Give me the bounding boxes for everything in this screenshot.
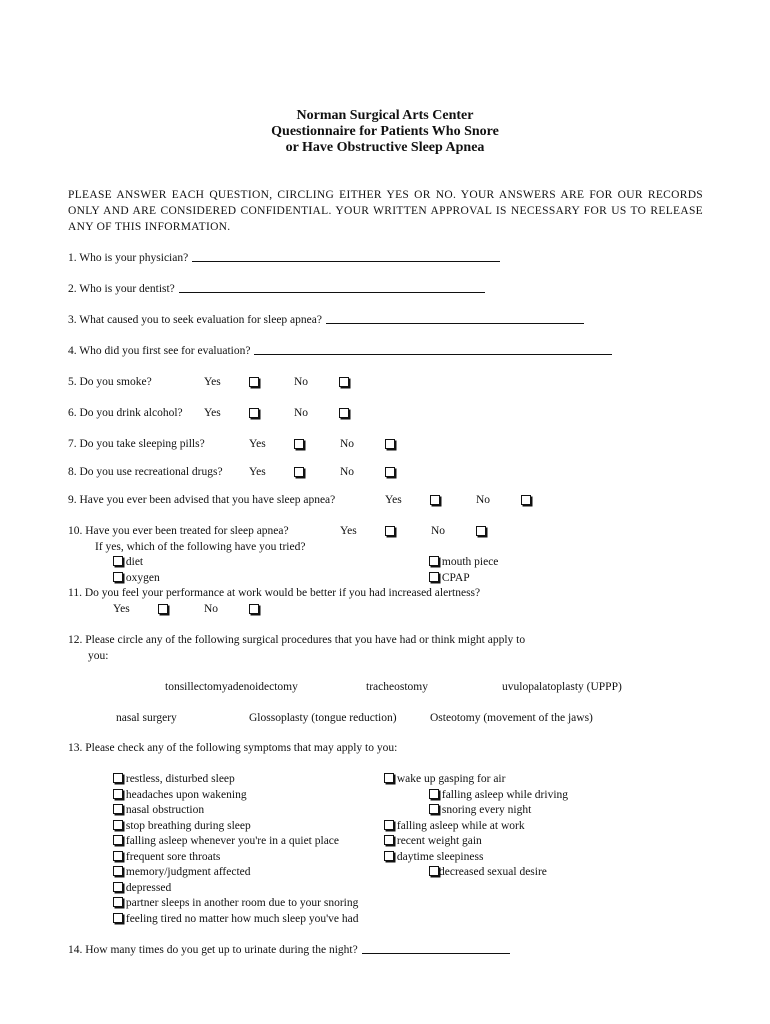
cpap-label: CPAP	[441, 572, 470, 584]
symptom-headaches[interactable]	[113, 788, 247, 802]
question-12-label-cont: you:	[88, 650, 109, 662]
checkbox[interactable]	[384, 820, 394, 830]
q9-no-label: No	[476, 494, 491, 506]
checkbox[interactable]	[113, 835, 123, 845]
symptom-weight-gain[interactable]	[384, 834, 482, 848]
question-9-label: 9. Have you ever been advised that you have sleep apnea?	[68, 494, 336, 506]
symptom-label: decreased sexual desire	[439, 866, 547, 878]
q9-yes-checkbox[interactable]	[430, 495, 440, 505]
title-line-3: or Have Obstructive Sleep Apnea	[285, 140, 485, 155]
symptom-snoring-nightly[interactable]	[429, 803, 531, 817]
symptom-feeling-tired[interactable]	[113, 912, 359, 926]
symptom-nasal-obstruction[interactable]	[113, 803, 204, 817]
q10-option-oxygen[interactable]	[113, 571, 160, 585]
question-7-label: 7. Do you take sleeping pills?	[68, 438, 205, 450]
symptom-label: depressed	[125, 882, 172, 894]
oxygen-label: oxygen	[125, 572, 160, 584]
symptom-asleep-at-work[interactable]	[384, 819, 525, 833]
checkbox[interactable]	[384, 835, 394, 845]
checkbox[interactable]	[429, 804, 439, 814]
q11-no-label: No	[204, 603, 219, 615]
evaluation-reason-input[interactable]	[326, 313, 584, 324]
symptom-memory[interactable]	[113, 865, 251, 879]
symptom-partner-sleeps-elsewhere[interactable]	[113, 896, 358, 910]
q6-yes-label: Yes	[204, 407, 221, 419]
q8-no-label: No	[340, 466, 355, 478]
checkbox[interactable]	[429, 789, 439, 799]
dentist-input[interactable]	[179, 282, 485, 293]
q11-yes-checkbox[interactable]	[158, 604, 168, 614]
checkbox[interactable]	[384, 773, 394, 783]
diet-checkbox[interactable]	[113, 556, 123, 566]
checkbox[interactable]	[113, 804, 123, 814]
checkbox[interactable]	[113, 913, 123, 923]
question-12-label: 12. Please circle any of the following surgical procedures that you have had or think might apply to	[68, 634, 526, 646]
question-6-label: 6. Do you drink alcohol?	[68, 407, 183, 419]
procedure-tracheostomy[interactable]: tracheostomy	[366, 681, 428, 693]
title-line-1: Norman Surgical Arts Center	[296, 108, 474, 123]
q7-no-label: No	[340, 438, 355, 450]
q6-no-label: No	[294, 407, 309, 419]
checkbox[interactable]	[113, 851, 123, 861]
symptom-depressed[interactable]	[113, 881, 171, 895]
symptom-daytime-sleepiness[interactable]	[384, 850, 483, 864]
physician-input[interactable]	[192, 251, 500, 262]
checkbox[interactable]	[113, 882, 123, 892]
instructions: PLEASE ANSWER EACH QUESTION, CIRCLING EITHER YES OR NO. YOUR ANSWERS ARE FOR OUR RECORDS ONLY AND ARE CONSIDERED CONFIDENTIAL. YOUR WRITTEN APPROVAL IS NECESSARY FOR US TO RELEASE ANY OF THIS INFORMATION.	[68, 189, 703, 233]
question-1	[68, 251, 500, 265]
checkbox[interactable]	[113, 820, 123, 830]
q5-yes-checkbox[interactable]	[249, 377, 259, 387]
q10-option-diet[interactable]	[113, 555, 143, 569]
q10-yes-label: Yes	[340, 525, 357, 537]
procedure-nasal-surgery[interactable]: nasal surgery	[116, 712, 177, 724]
q9-no-checkbox[interactable]	[521, 495, 531, 505]
mouth-piece-label: mouth piece	[441, 556, 499, 568]
procedure-osteotomy[interactable]: Osteotomy (movement of the jaws)	[430, 712, 593, 724]
checkbox[interactable]	[113, 866, 123, 876]
procedure-glossoplasty[interactable]: Glossoplasty (tongue reduction)	[249, 712, 397, 724]
checkbox[interactable]	[113, 897, 123, 907]
q10-yes-checkbox[interactable]	[385, 526, 395, 536]
symptom-label: headaches upon wakening	[125, 789, 247, 801]
q10-no-checkbox[interactable]	[476, 526, 486, 536]
q7-yes-checkbox[interactable]	[294, 439, 304, 449]
symptom-label: partner sleeps in another room due to your snoring	[125, 897, 359, 909]
symptom-label: recent weight gain	[396, 835, 482, 847]
procedure-tonsillectomy[interactable]: tonsillectomyadenoidectomy	[165, 681, 298, 693]
q5-yes-label: Yes	[204, 376, 221, 388]
symptom-label: nasal obstruction	[125, 804, 205, 816]
mouth-piece-checkbox[interactable]	[429, 556, 439, 566]
symptom-wake-gasping[interactable]	[384, 772, 505, 786]
checkbox[interactable]	[384, 851, 394, 861]
symptom-label: stop breathing during sleep	[125, 820, 251, 832]
symptom-label: falling asleep whenever you're in a quiet place	[125, 835, 340, 847]
question-14-label: 14. How many times do you get up to urinate during the night?	[68, 944, 358, 956]
q7-no-checkbox[interactable]	[385, 439, 395, 449]
symptom-restless-sleep[interactable]	[113, 772, 235, 786]
q5-no-label: No	[294, 376, 309, 388]
question-3-label: 3. What caused you to seek evaluation for sleep apnea?	[68, 314, 322, 326]
oxygen-checkbox[interactable]	[113, 572, 123, 582]
symptom-label: memory/judgment affected	[125, 866, 251, 878]
q5-no-checkbox[interactable]	[339, 377, 349, 387]
q10-option-cpap[interactable]	[429, 571, 470, 585]
symptom-label: feeling tired no matter how much sleep you've had	[125, 913, 359, 925]
symptom-label: snoring every night	[441, 804, 532, 816]
symptom-asleep-driving[interactable]	[429, 788, 568, 802]
question-4-label: 4. Who did you first see for evaluation?	[68, 345, 251, 357]
first-evaluator-input[interactable]	[254, 344, 612, 355]
question-13-label: 13. Please check any of the following symptoms that may apply to you:	[68, 742, 398, 754]
procedure-uppp[interactable]: uvulopalatoplasty (UPPP)	[502, 681, 622, 693]
question-14	[68, 943, 510, 957]
q9-yes-label: Yes	[385, 494, 402, 506]
symptom-stop-breathing[interactable]	[113, 819, 251, 833]
diet-label: diet	[125, 556, 144, 568]
urination-count-input[interactable]	[362, 943, 510, 954]
q11-yes-label: Yes	[113, 603, 130, 615]
q6-yes-checkbox[interactable]	[249, 408, 259, 418]
question-8-label: 8. Do you use recreational drugs?	[68, 466, 223, 478]
q8-yes-label: Yes	[249, 466, 266, 478]
checkbox[interactable]	[113, 789, 123, 799]
q6-no-checkbox[interactable]	[339, 408, 349, 418]
question-2-label: 2. Who is your dentist?	[68, 283, 175, 295]
symptom-label: frequent sore throats	[125, 851, 221, 863]
question-5-label: 5. Do you smoke?	[68, 376, 152, 388]
symptom-sore-throats[interactable]	[113, 850, 220, 864]
symptom-falling-asleep-quiet[interactable]	[113, 834, 339, 848]
symptom-label: daytime sleepiness	[396, 851, 484, 863]
question-1-label: 1. Who is your physician?	[68, 252, 189, 264]
q7-yes-label: Yes	[249, 438, 266, 450]
q8-no-checkbox[interactable]	[385, 467, 395, 477]
symptom-label: falling asleep while driving	[441, 789, 569, 801]
checkbox[interactable]	[429, 866, 439, 876]
q8-yes-checkbox[interactable]	[294, 467, 304, 477]
symptom-label: wake up gasping for air	[396, 773, 506, 785]
q10-option-mouth-piece[interactable]	[429, 555, 498, 569]
symptom-label: restless, disturbed sleep	[125, 773, 235, 785]
symptom-decreased-desire[interactable]	[429, 865, 547, 879]
question-10-label: 10. Have you ever been treated for sleep apnea?	[68, 525, 289, 537]
q11-no-checkbox[interactable]	[249, 604, 259, 614]
cpap-checkbox[interactable]	[429, 572, 439, 582]
checkbox[interactable]	[113, 773, 123, 783]
question-3	[68, 313, 584, 327]
q10-no-label: No	[431, 525, 446, 537]
title-line-2: Questionnaire for Patients Who Snore	[271, 124, 499, 139]
question-10-followup: If yes, which of the following have you tried?	[95, 541, 306, 553]
question-2	[68, 282, 485, 296]
symptom-label: falling asleep while at work	[396, 820, 525, 832]
question-11-label: 11. Do you feel your performance at work would be better if you had increased alertness?	[68, 587, 481, 599]
question-4	[68, 344, 612, 358]
